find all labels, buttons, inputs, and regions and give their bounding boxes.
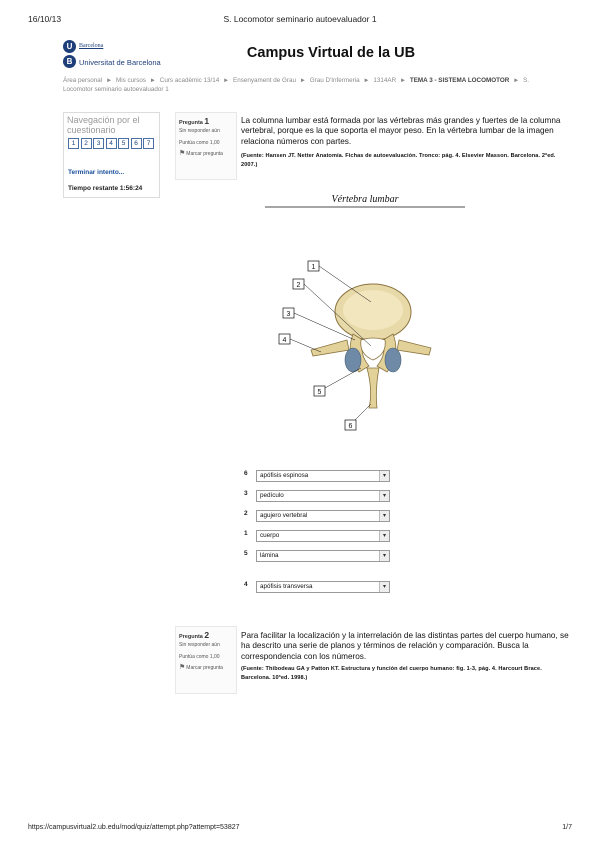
left-transverse-process (311, 340, 349, 356)
breadcrumb-item[interactable]: Ensenyament de Grau (233, 77, 297, 84)
question-text-1: La columna lumbar está formada por las vértebras más grandes y fuertes de la columna vertebral, porque es la que soporta el mayor peso. En la vértebra lumbar de la imagen relaciona números con partes. (241, 116, 561, 146)
answer-number: 1 (244, 530, 248, 537)
question-number-value: 2 (204, 630, 210, 640)
answer-number: 2 (244, 510, 248, 517)
answer-row (244, 550, 394, 562)
page-url: https://campusvirtual2.ub.edu/mod/quiz/attempt.php?attempt=53827 (28, 824, 240, 831)
question-state: Sin responder aún (179, 128, 220, 134)
answer-select-value: lámina (260, 552, 279, 559)
breadcrumb-item[interactable]: Área personal (63, 77, 103, 84)
flag-icon: ⚑ (179, 664, 186, 671)
answer-select[interactable] (256, 470, 390, 482)
figure-label: 1 (311, 264, 316, 271)
breadcrumb-item[interactable]: 1314AR (373, 77, 397, 84)
print-footer (28, 824, 572, 834)
figure-label: 6 (348, 423, 353, 430)
chevron-down-icon[interactable]: ▾ (379, 582, 389, 592)
chevron-down-icon[interactable]: ▾ (379, 471, 389, 481)
breadcrumb-item[interactable]: Curs acadèmic 13/14 (159, 77, 220, 84)
breadcrumb-item[interactable]: Mis cursos (115, 77, 147, 84)
answer-row (244, 490, 394, 502)
answer-number: 6 (244, 470, 248, 477)
breadcrumb-separator-icon: ► (363, 77, 370, 84)
question-button-1[interactable]: 1 (68, 138, 79, 149)
print-date: 16/10/13 (28, 14, 62, 24)
breadcrumb-separator-icon: ► (149, 77, 157, 84)
chevron-down-icon[interactable]: ▾ (379, 551, 389, 561)
flag-question-label: Marcar pregunta (186, 151, 223, 157)
question-info-1 (175, 112, 237, 180)
logo-line-1: Barcelona (79, 43, 104, 49)
site-title: Campus Virtual de la UB (246, 45, 416, 61)
question-info-2 (175, 626, 237, 694)
flag-question-button[interactable] (179, 151, 223, 157)
question-button-2[interactable]: 2 (81, 138, 92, 149)
answer-select[interactable] (256, 550, 390, 562)
question-grade: Puntúa como 1,00 (179, 654, 220, 660)
right-articular-process (385, 348, 401, 372)
breadcrumb-separator-icon: ► (223, 77, 230, 84)
answer-select[interactable] (256, 581, 390, 593)
answer-number: 3 (244, 490, 248, 497)
question-number (179, 630, 209, 640)
vertebra-illustration (263, 190, 468, 440)
breadcrumb-current[interactable]: TEMA 3 - SISTEMA LOCOMOTOR (409, 77, 510, 84)
answer-select[interactable] (256, 530, 390, 542)
flag-icon: ⚑ (179, 150, 186, 157)
question-button-7[interactable]: 7 (143, 138, 154, 149)
print-header (28, 14, 572, 26)
vertebral-body-highlight (343, 290, 403, 330)
answer-select-value: apófisis transversa (260, 583, 313, 590)
spinous-process (367, 368, 379, 408)
leader-line (325, 368, 361, 388)
question-buttons (68, 138, 160, 156)
figure-label: 3 (286, 311, 291, 318)
breadcrumb-separator-icon: ► (105, 77, 113, 84)
breadcrumb-separator-icon: ► (299, 77, 307, 84)
answer-row (244, 530, 394, 542)
answer-row (244, 581, 394, 593)
answer-row (244, 470, 394, 482)
vertebra-figure (263, 190, 468, 440)
breadcrumb (63, 76, 543, 94)
question-state: Sin responder aún (179, 642, 220, 648)
question-source-1: (Fuente: Hansen JT. Netter Anatomía. Fichas de autoevaluación. Tronco: pág. 4. Elsevier Masson. Barcelona. 2ªed. 2007.) (241, 153, 556, 168)
figure-label: 4 (282, 337, 287, 344)
time-remaining: Tiempo restante 1:56:24 (68, 185, 143, 192)
answer-select-value: pedículo (260, 492, 284, 499)
chevron-down-icon[interactable]: ▾ (379, 531, 389, 541)
answer-row (244, 510, 394, 522)
question-number-value: 1 (204, 116, 210, 126)
quiz-navigation-title: Navegación por el cuestionario (67, 115, 140, 135)
question-number (179, 116, 209, 126)
answer-select[interactable] (256, 510, 390, 522)
breadcrumb-item[interactable]: Grau D'Infermeria (309, 77, 360, 84)
question-button-5[interactable]: 5 (118, 138, 129, 149)
logo-b-icon: B (63, 55, 76, 68)
question-grade: Puntúa como 1,00 (179, 140, 220, 146)
leader-line (290, 339, 321, 352)
chevron-down-icon[interactable]: ▾ (379, 491, 389, 501)
question-source-2: (Fuente: Thibodeau GA y Patton KT. Estructura y función del cuerpo humano: fig. 1-3, pág. 4. Harcourt Brace. Barcelona. 10ªed. 1998.) (241, 666, 542, 681)
answer-select[interactable] (256, 490, 390, 502)
logo-u-icon: U (63, 40, 76, 53)
answer-select-value: cuerpo (260, 532, 280, 539)
flag-question-label: Marcar pregunta (186, 665, 223, 671)
question-button-6[interactable]: 6 (131, 138, 142, 149)
chevron-down-icon[interactable]: ▾ (379, 511, 389, 521)
answer-select-value: agujero vertebral (260, 512, 308, 519)
print-document-title: S. Locomotor seminario autoevaluador 1 (223, 14, 377, 24)
question-label: Pregunta (179, 634, 203, 640)
answer-number: 4 (244, 581, 248, 588)
answer-select-value: apófisis espinosa (260, 472, 309, 479)
question-button-3[interactable]: 3 (93, 138, 104, 149)
left-articular-process (345, 348, 361, 372)
question-text-2: Para facilitar la localización y la interrelación de las distintas partes del cuerpo humano, se ha descrito una serie de planos y términos de relación y comparación. Busca la correspondencia con los números. (241, 631, 569, 661)
answer-number: 5 (244, 550, 248, 557)
logo-line-2: Universitat de Barcelona (79, 58, 161, 67)
question-label: Pregunta (179, 120, 203, 126)
breadcrumb-separator-icon: ► (513, 77, 520, 84)
right-transverse-process (397, 340, 431, 355)
figure-caption: Vértebra lumbar (331, 194, 399, 205)
leader-line (355, 404, 371, 420)
breadcrumb-last: S. Locomotor seminario autoevaluador 1 (63, 77, 530, 93)
figure-label: 5 (317, 389, 322, 396)
breadcrumb-separator-icon: ► (399, 77, 407, 84)
question-button-4[interactable]: 4 (106, 138, 117, 149)
flag-question-button[interactable] (179, 665, 223, 671)
finish-attempt-link[interactable]: Terminar intento... (68, 169, 125, 176)
figure-label: 2 (296, 282, 301, 289)
page-number: 1/7 (562, 824, 572, 831)
quiz-navigation-block (63, 112, 160, 198)
vertebral-foramen (361, 338, 386, 360)
